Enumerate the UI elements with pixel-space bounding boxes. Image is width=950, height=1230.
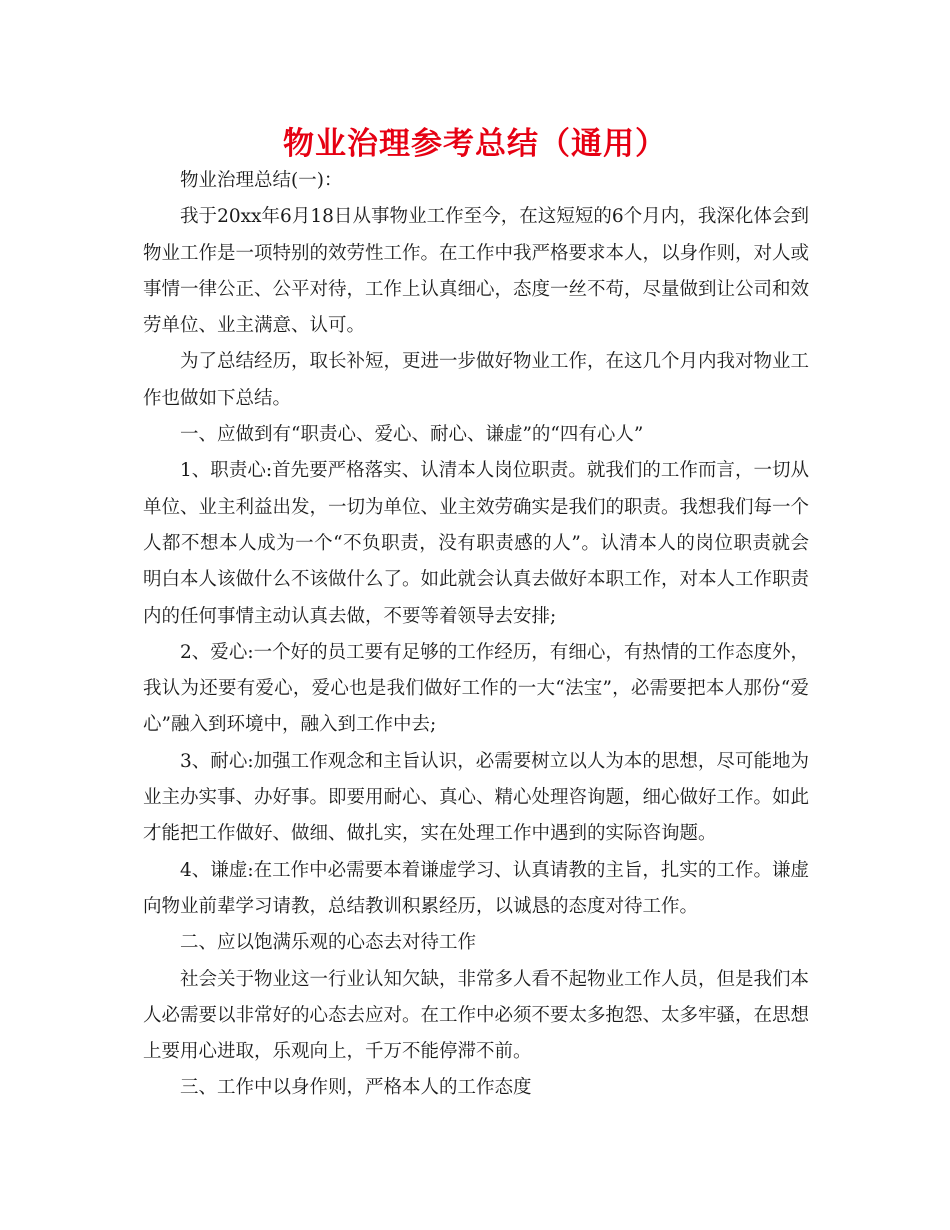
paragraph: 1、职责心:首先要严格落实、认清本人岗位职责。就我们的工作而言，一切从单位、业主利益出发，一切为单位、业主效劳确实是我们的职责。我想我们每一个人都不想本人成为一个“不负职责，没有职责感的人”。认清本人的岗位职责就会明白本人该做什么不该做什么了。如此就会认真去做好本职工作，对本人工作职责内的任何事情主动认真去做，不要等着领导去安排; bbox=[143, 460, 810, 627]
paragraph: 4、谦虚:在工作中必需要本着谦虚学习、认真请教的主旨，扎实的工作。谦虚向物业前辈学习请教，总结教训积累经历，以诚恳的态度对待工作。 bbox=[143, 859, 809, 917]
paragraph: 我于20xx年6月18日从事物业工作至今，在这短短的6个月内，我深化体会到物业工作是一项特别的效劳性工作。在工作中我严格要求本人，以身作则，对人或事情一律公正、公平对待，工作上认真细心，态度一丝不苟，尽量做到让公司和效劳单位、业主满意、认可。 bbox=[143, 206, 810, 337]
document-body bbox=[143, 163, 809, 1107]
paragraph-heading: 二、应以饱满乐观的心态去对待工作 bbox=[180, 932, 477, 954]
document-title: 物业治理参考总结（通用） bbox=[283, 126, 667, 162]
paragraph: 为了总结经历，取长补短，更进一步做好物业工作，在这几个月内我对物业工作也做如下总结。 bbox=[143, 351, 810, 409]
paragraph: 3、耐心:加强工作观念和主旨认识，必需要树立以人为本的思想，尽可能地为业主办实事、办好事。即要用耐心、真心、精心处理咨询题，细心做好工作。如此才能把工作做好、做细、做扎实，实在处理工作中遇到的实际咨询题。 bbox=[143, 750, 810, 845]
paragraph-heading: 三、工作中以身作则，严格本人的工作态度 bbox=[180, 1077, 532, 1099]
paragraph-heading: 一、应做到有“职责心、爱心、耐心、谦虚”的“四有心人” bbox=[180, 424, 644, 446]
paragraph: 社会关于物业这一行业认知欠缺，非常多人看不起物业工作人员，但是我们本人必需要以非常好的心态去应对。在工作中必须不要太多抱怨、太多牢骚，在思想上要用心进取，乐观向上，千万不能停滞不前。 bbox=[143, 968, 810, 1063]
paragraph: 2、爱心:一个好的员工要有足够的工作经历，有细心，有热情的工作态度外，我认为还要有爱心，爱心也是我们做好工作的一大“法宝”，必需要把本人那份“爱心”融入到环境中，融入到工作中去; bbox=[143, 641, 809, 736]
paragraph-section-heading: 物业治理总结(一)： bbox=[180, 170, 343, 191]
